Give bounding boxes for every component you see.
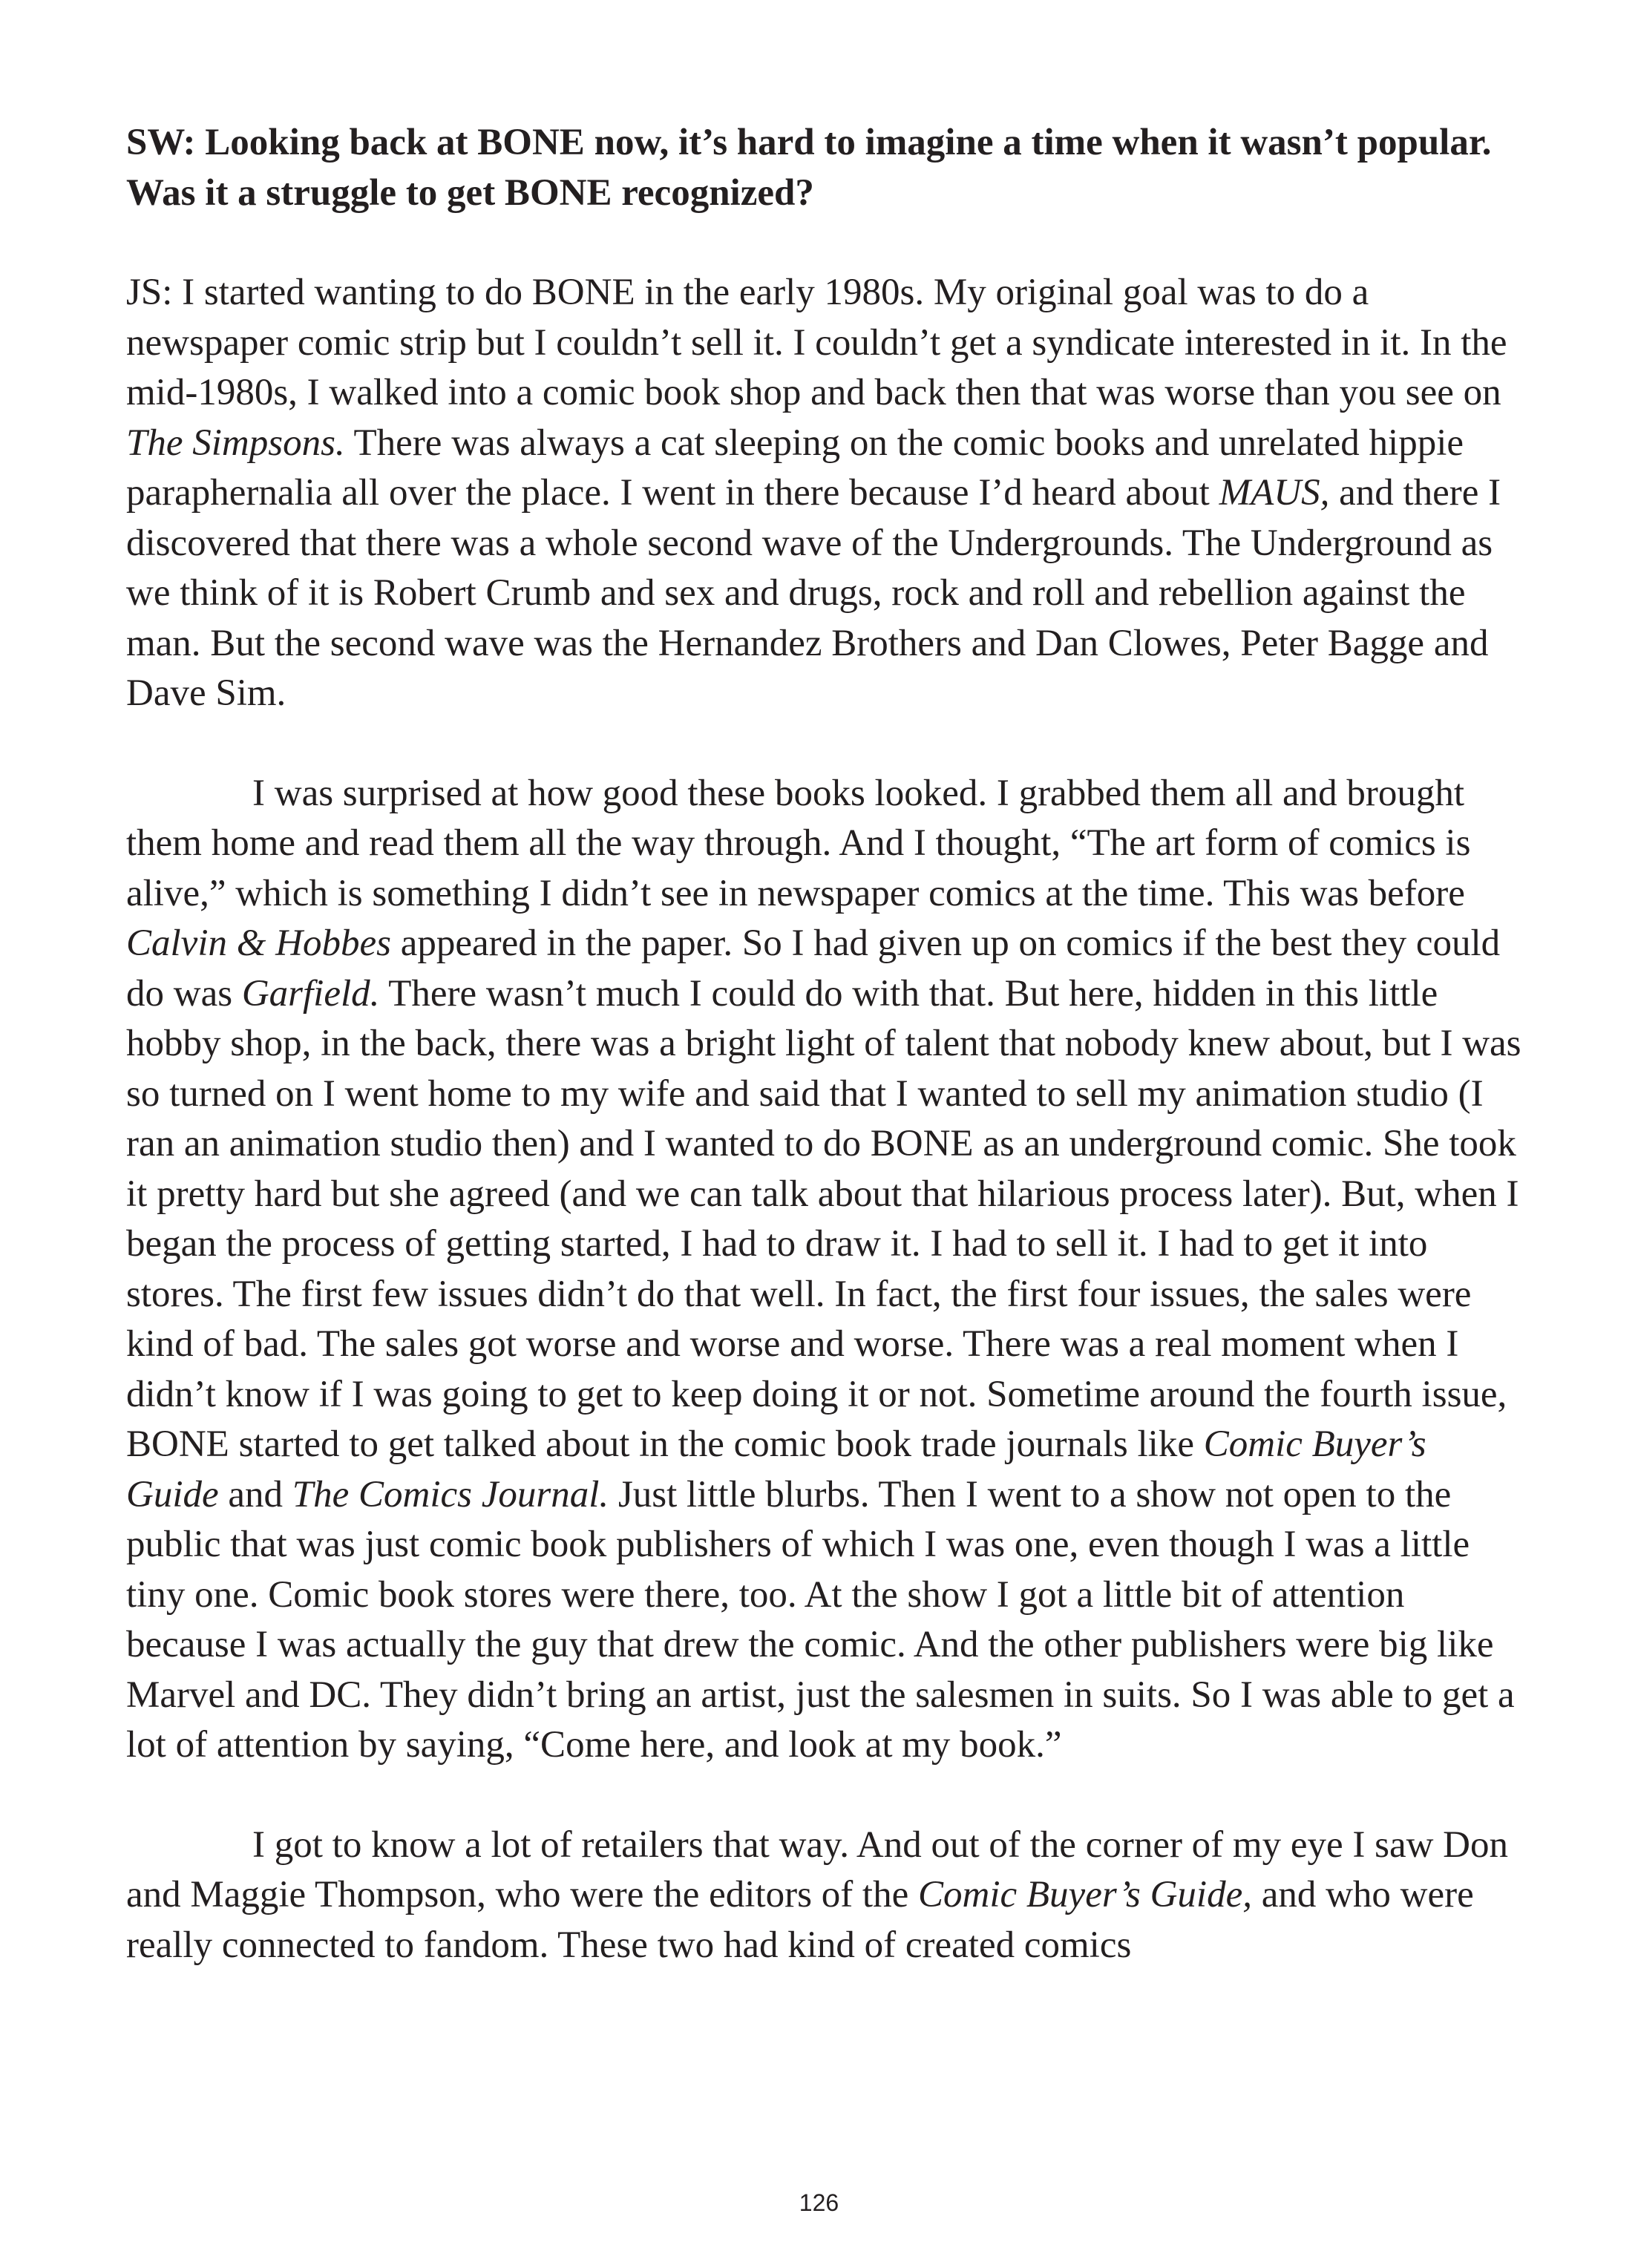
text-run: JS: I started wanting to do BONE in the early 1980s. My original goal was to do a newspaper comic strip but I couldn’t sell it. I couldn’t get a syndicate interested in it. In the mid-1980s, I walked into a comic book shop and back then that was worse than you see on	[126, 272, 1507, 413]
italic-title: Garfield.	[241, 972, 380, 1015]
italic-title: Comic Buyer’s Guide	[126, 1423, 1426, 1515]
text-run: There wasn’t much I could do with that. But here, hidden in this little hobby shop, in the back, there was a bright light of talent that nobody knew about, but I was so turned on I went home to my wife and said that I wanted to sell my animation studio (I ran an animation studio then) and I wanted to do BONE as an underground comic. She took it pretty hard but she agreed (and we can talk about that hilarious process later). But, when I began the process of getting started, I had to draw it. I had to sell it. I had to get it into stores. The first few issues didn’t do that well. In fact, the first four issues, the sales were kind of bad. The sales got worse and worse and worse. There was a real moment when I didn’t know if I was going to get to keep doing it or not. Sometime around the fourth issue, BONE started to get talked about in the comic book trade journals like	[126, 972, 1521, 1465]
paragraph-gap	[126, 719, 1521, 769]
text-run: appeared in the paper. So I had given up on comics if the best they could do was	[126, 922, 1501, 1015]
text-run: Just little blurbs. Then I went to a show not open to the public that was just comic book publishers of which I was one, even though I was a little tiny one. Comic book stores were there, too. At the show I got a little bit of attention because I was actually the guy that drew the comic. And the other publishers were big like Marvel and DC. They didn’t bring an artist, just the salesmen in suits. So I was able to get a lot of attention by saying, “Come here, and look at my book.”	[126, 1473, 1515, 1766]
text-run: and	[218, 1473, 292, 1515]
answer-paragraph	[126, 769, 1521, 1771]
italic-title: MAUS,	[1219, 472, 1330, 514]
italic-title: Calvin & Hobbes	[126, 922, 391, 964]
paragraph-gap	[126, 1771, 1521, 1820]
italic-title: The Comics Journal.	[292, 1473, 609, 1515]
text-run: and there I discovered that there was a whole second wave of the Undergrounds. The Underground as we think of it is Robert Crumb and sex and drugs, rock and roll and rebellion against the man. But the second wave was the Hernandez Brothers and Dan Clowes, Peter Bagge and Dave Sim.	[126, 472, 1501, 714]
italic-title: The Simpsons.	[126, 422, 345, 464]
text-run: and who were really connected to fandom. These two had kind of created comics	[126, 1874, 1474, 1966]
text-run: There was always a cat sleeping on the comic books and unrelated hippie paraphernalia all over the place. I went in there because I’d heard about	[126, 422, 1464, 514]
text-run: I was surprised at how good these books looked. I grabbed them all and brought them home and read them all the way through. And I thought, “The art form of comics is alive,” which is something I didn’t see in newspaper comics at the time. This was before	[126, 772, 1471, 914]
answer-paragraph	[126, 268, 1521, 719]
answer-text	[126, 268, 1521, 1970]
italic-title: Comic Buyer’s Guide,	[918, 1874, 1252, 1915]
answer-paragraph	[126, 1820, 1521, 1971]
text-run: I got to know a lot of retailers that way. And out of the corner of my eye I saw Don and Maggie Thompson, who were the editors of the	[126, 1823, 1508, 1915]
interview-question: SW: Looking back at BONE now, it’s hard to imagine a time when it wasn’t popular. Was it a struggle to get BONE recognized?	[126, 122, 1492, 214]
page-body	[126, 117, 1521, 1970]
page-number: 126	[799, 2189, 839, 2216]
